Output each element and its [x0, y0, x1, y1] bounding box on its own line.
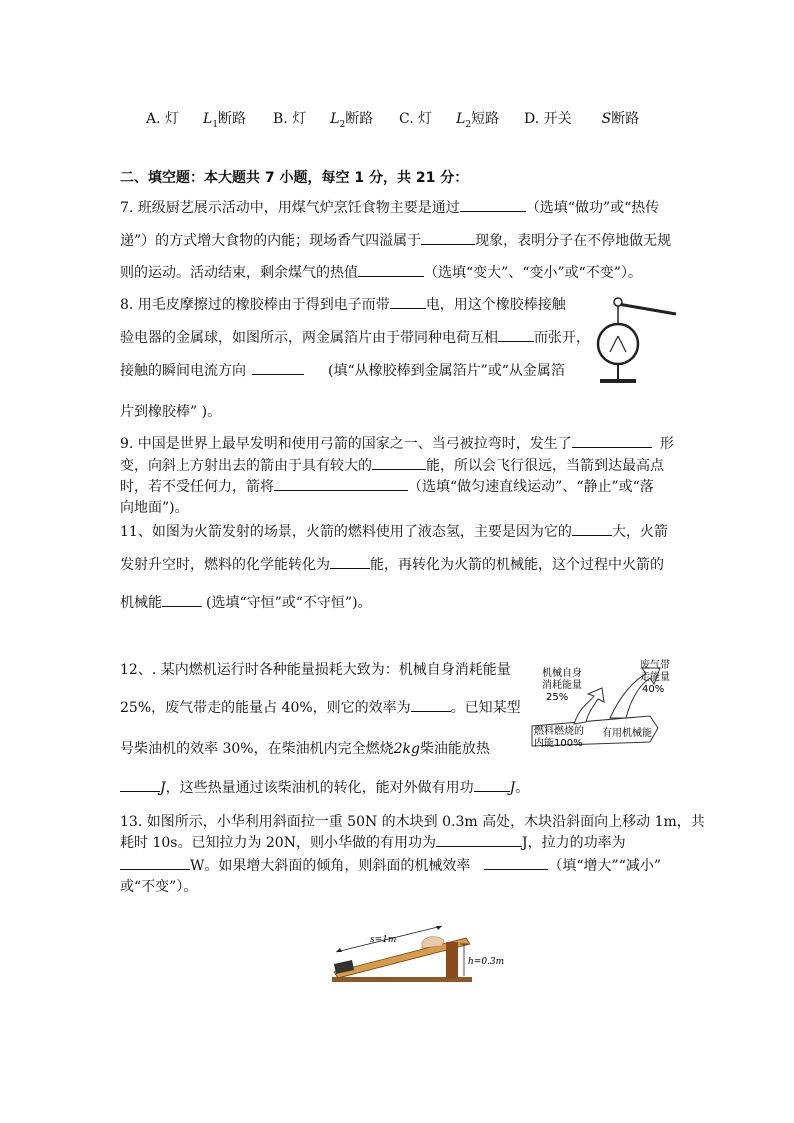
mech-loss-label-3: 25%: [546, 692, 569, 703]
q9-text: 形: [659, 436, 674, 452]
q12-blank-1[interactable]: [411, 697, 451, 712]
q9-blank-3[interactable]: [274, 476, 408, 491]
q12-text: 。: [515, 780, 530, 796]
q7-blank-3[interactable]: [358, 262, 424, 277]
h-label: h=0.3m: [468, 957, 505, 967]
stand-base: [600, 379, 636, 383]
q11-text: 大，火箭: [611, 524, 668, 540]
q13-blank-3[interactable]: [484, 855, 548, 870]
jar: [598, 324, 638, 364]
q12-blank-3[interactable]: [474, 777, 510, 792]
q12-text: 号柴油机的效率 30%，在柴油机内完全燃烧: [120, 741, 394, 757]
q11-text: 发射升空时，燃料的化学能转化为: [120, 557, 330, 573]
rubber-rod: [618, 304, 676, 314]
q12-line3: [120, 738, 490, 758]
q13-line3: [120, 855, 661, 875]
q11-text: (选填“守恒”或“不守恒”)。: [206, 595, 372, 611]
q11-line1: [120, 521, 668, 541]
q8-text: 而张开，: [534, 330, 590, 346]
support-post: [446, 942, 458, 978]
q13-text: （填“增大”“减小”: [548, 858, 662, 874]
energy-flow-diagram: [530, 656, 690, 756]
q9-text: 9. 中国是世界上最早发明和使用弓箭的国家之一、当弓被拉弯时，发生了: [120, 436, 572, 452]
q8-blank-1[interactable]: [390, 294, 426, 309]
q12-mass: 2kg: [393, 741, 420, 757]
q9-blank-1[interactable]: [572, 433, 652, 448]
q9-line1: [120, 433, 674, 453]
option-a-var: L: [203, 111, 213, 127]
q11-blank-3[interactable]: [162, 592, 202, 607]
q11-blank-1[interactable]: [572, 521, 612, 536]
q7-line2: [120, 230, 671, 250]
q8-text: 电，用这个橡胶棒接触: [425, 297, 566, 313]
q12-text: ，这些热量通过该柴油机的转化，能对外做有用功: [165, 780, 474, 796]
q11-line2: [120, 554, 664, 574]
hand: [422, 937, 444, 949]
q7-blank-1[interactable]: [460, 197, 526, 212]
q12-unit: J: [509, 780, 516, 796]
q12-unit: J: [160, 780, 166, 796]
option-b-tail: 断路: [345, 111, 374, 127]
q9-line3: [120, 476, 654, 496]
q8-text: 8. 用毛皮摩擦过的橡胶棒由于得到电子而带: [120, 297, 390, 313]
option-d-label: D. 开关: [524, 111, 572, 127]
q13-line4: 或“不变”）。: [120, 879, 198, 895]
q9-text: 变，向斜上方射出去的箭由于具有较大的: [120, 458, 372, 474]
option-b: [273, 108, 373, 130]
mech-loss-label-2: 消耗能量: [542, 680, 582, 691]
q8-text: 接触的瞬间电流方向: [120, 363, 246, 379]
q11-line3: [120, 592, 372, 612]
option-a-label: A. 灯: [146, 111, 180, 127]
q13-blank-1[interactable]: [436, 832, 522, 847]
option-c-label: C. 灯: [399, 111, 433, 127]
q7-text: （选填“做功”或“热传: [525, 200, 660, 216]
option-c-tail: 短路: [471, 111, 500, 127]
option-c: [399, 108, 499, 130]
q12-line4: [120, 777, 529, 797]
q7-text: （选填“变大”、“变小”或“不变”）。: [424, 265, 642, 281]
q9-text: （选填“做匀速直线运动”、“静止”或“落: [408, 479, 654, 495]
q13-text: J，拉力的功率为: [521, 835, 626, 851]
q13-line1: 13. 如图所示，小华利用斜面拉一重 50N 的木块到 0.3m 高处，木块沿斜面向上移动 1m，共: [120, 814, 705, 830]
q8-line3: [120, 360, 565, 380]
q12-line2: [120, 697, 521, 717]
fuel-label-2: 内能100%: [534, 738, 583, 749]
option-b-label: B. 灯: [273, 111, 307, 127]
q11-text: 能，再转化为火箭的机械能，这个过程中火箭的: [370, 557, 664, 573]
q9-text: 时，若不受任何力，箭将: [120, 479, 274, 495]
q13-blank-2[interactable]: [120, 855, 190, 870]
q8-blank-3[interactable]: [252, 360, 304, 375]
q7-line3: [120, 262, 642, 282]
incline-figure: [330, 918, 505, 988]
q9-blank-2[interactable]: [372, 455, 426, 470]
q7-text: 现象，表明分子在不停地做无规: [475, 233, 672, 249]
q11-text: 11、如图为火箭发射的场景，火箭的燃料使用了液态氢，主要是因为它的: [120, 524, 572, 540]
q8-text: 验电器的金属球，如图所示，两金属箔片由于带同种电荷互相: [120, 330, 498, 346]
exhaust-label-3: 40%: [642, 684, 665, 695]
option-a-tail: 断路: [218, 111, 247, 127]
s-label: s=1m: [370, 935, 397, 945]
q12-line1: 12、. 某内燃机运行时各种能量损耗大致为：机械自身消耗能量: [120, 662, 511, 678]
q11-blank-2[interactable]: [330, 554, 370, 569]
metal-ball: [614, 298, 622, 306]
option-b-var: L: [330, 111, 340, 127]
option-a: [146, 108, 246, 130]
q11-text: 机械能: [120, 595, 162, 611]
q13-text: W。如果增大斜面的倾角，则斜面的机械效率: [190, 858, 471, 874]
q7-line1: [120, 197, 659, 217]
q8-line2: [120, 327, 590, 347]
option-c-var: L: [456, 111, 466, 127]
q7-blank-2[interactable]: [421, 230, 475, 245]
q8-line1: [120, 294, 566, 314]
electroscope-figure: [594, 290, 690, 390]
q12-text: 柴油能放热: [419, 741, 490, 757]
option-d: [524, 108, 639, 128]
q12-text: 。已知某型: [450, 700, 521, 716]
q7-text: 7. 班级厨艺展示活动中，用煤气炉烹饪食物主要是通过: [120, 200, 460, 216]
section-heading: 二、填空题：本大题共 7 小题，每空 1 分，共 21 分：: [120, 170, 469, 186]
option-d-var: S: [601, 111, 612, 127]
q12-text: 25%，废气带走的能量占 40%，则它的效率为: [120, 700, 411, 716]
exhaust-label-1: 废气带: [640, 660, 670, 671]
useful-label: 有用机械能: [602, 728, 652, 739]
option-a-sub: 1: [212, 119, 219, 130]
exhaust-label-2: 走能量: [640, 672, 670, 683]
option-b-sub: 2: [339, 119, 346, 130]
q13-text: 耗时 10s。已知拉力为 20N，则小华做的有用功为: [120, 835, 436, 851]
mech-loss-label-1: 机械自身: [542, 668, 582, 679]
q9-line2: [120, 455, 664, 475]
q8-blank-2[interactable]: [498, 327, 534, 342]
option-c-sub: 2: [465, 119, 472, 130]
q9-text: 能，所以会飞行很远，当箭到达最高点: [426, 458, 664, 474]
q13-line2: [120, 832, 626, 852]
q12-blank-2[interactable]: [120, 777, 160, 792]
mech-loss-arrow: [574, 688, 604, 724]
q7-text: 递”）的方式增大食物的内能；现场香气四溢属于: [120, 233, 422, 249]
option-d-tail: 断路: [611, 111, 640, 127]
q8-line4: 片到橡胶棒” )。: [120, 404, 222, 420]
q9-line4: 向地面”)。: [120, 500, 189, 516]
q8-text: (填“从橡胶棒到金属箔片”或“从金属箔: [328, 363, 565, 379]
q7-text: 则的运动。活动结束，剩余煤气的热值: [120, 265, 358, 281]
fuel-label-1: 燃料燃烧的: [534, 726, 584, 737]
